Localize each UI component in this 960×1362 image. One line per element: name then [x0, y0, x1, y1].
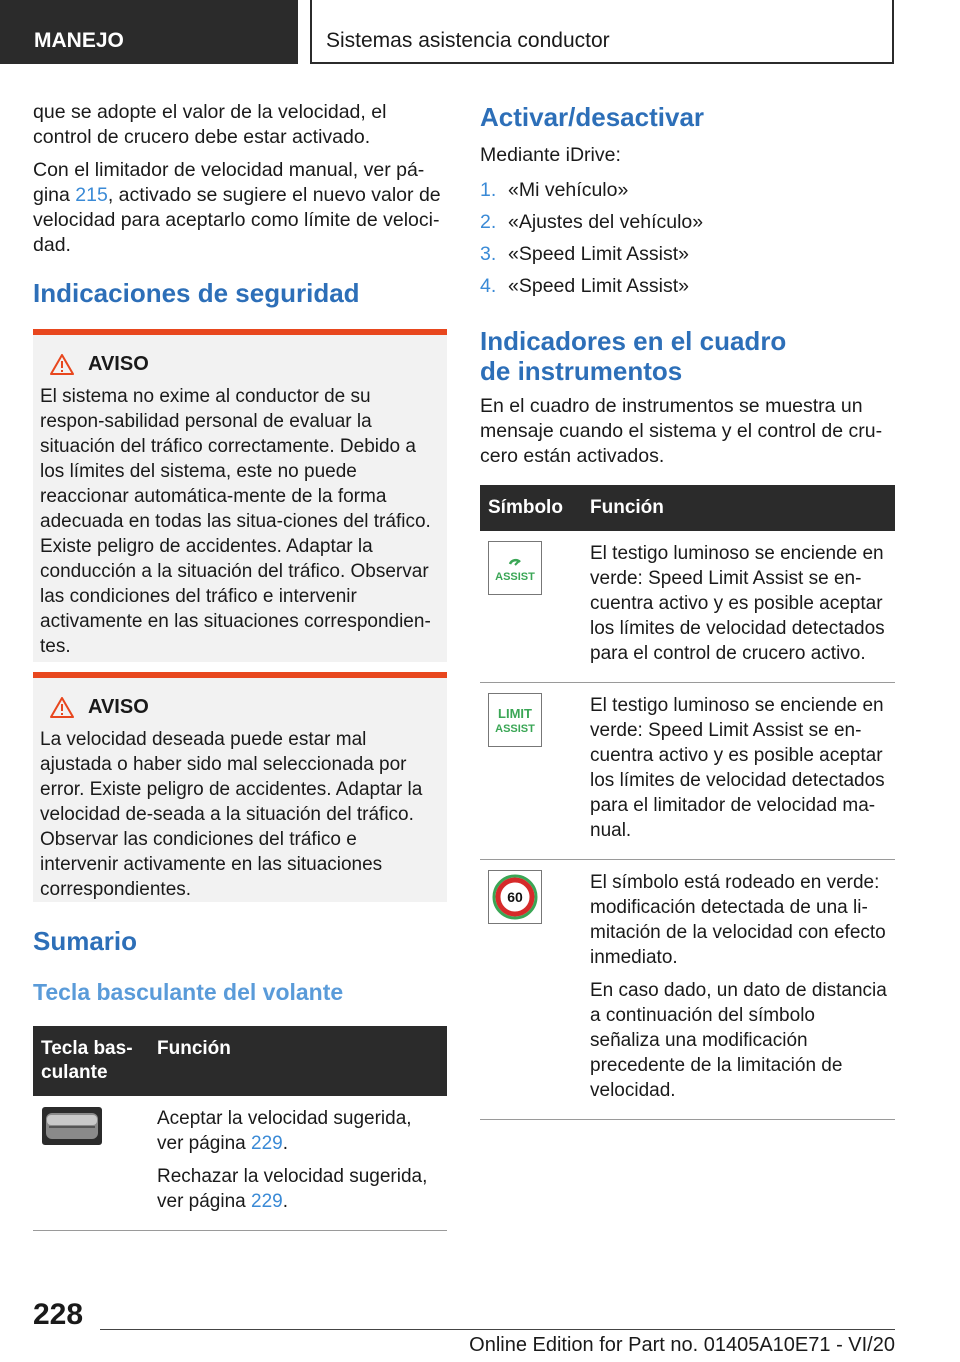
warning-box-1 [33, 329, 447, 662]
list-item [480, 238, 895, 270]
indicators-intro: En el cuadro de instrumentos se muestra un mensaje cuando el sistema y el control de cru-cero están activados. [480, 395, 883, 467]
list-item [480, 174, 895, 206]
step-text: «Speed Limit Assist» [508, 275, 690, 297]
symbol-cell [480, 860, 582, 1120]
indicators-table [480, 485, 895, 1120]
warning-text-2: La velocidad deseada puede estar mal ajustada o haber sido mal seleccionada por error. Existe peligro de accidentes. Adaptar la velocidad de-seada a la situación del tráfico. Observar las condiciones del tráfico e intervenir activamente en las situaciones correspondientes. [40, 729, 423, 900]
step-text: «Ajustes del vehículo» [508, 211, 704, 233]
rocker-heading: Tecla basculante del volante [33, 979, 344, 1005]
indicators-heading-line-1: Indicadores en el cuadro [480, 326, 787, 356]
page-number: 228 [33, 1298, 84, 1331]
page-link-229-reject[interactable]: 229 [251, 1191, 283, 1212]
rocker-col-header-key: Tecla bas-culante [33, 1026, 149, 1096]
activate-heading: Activar/desactivar [480, 102, 705, 132]
header-section-label: MANEJO [34, 29, 124, 52]
step-text: «Mi vehículo» [508, 179, 629, 201]
function-cell [582, 531, 895, 683]
accept-prefix: Aceptar la velocidad sugerida, ver página [157, 1108, 412, 1154]
symbol-cell [480, 531, 582, 683]
header-chapter-label: Sistemas asistencia conductor [326, 29, 610, 52]
speed-limit-value: 60 [507, 889, 523, 905]
warning-box-2 [33, 672, 447, 902]
table-row [480, 683, 895, 860]
intro-paragraph-2 [33, 158, 447, 258]
function-text: El testigo luminoso se enciende en verde: Speed Limit Assist se en-cuentra activo y es posible aceptar los límites de velocidad detectados para el control de crucero activo. [590, 543, 885, 664]
function-cell [582, 860, 895, 1120]
left-column [33, 100, 447, 1231]
table-row [480, 531, 895, 683]
intro-text-a: Con el limitador de velocidad manual, ver pá-gina [33, 159, 425, 206]
assist-icon-label: ASSIST [495, 571, 535, 583]
rocker-col-header-function: Función [149, 1026, 447, 1096]
intro-paragraph-1: que se adopte el valor de la velocidad, el control de crucero debe estar activado. [33, 101, 387, 148]
footer-edition: Online Edition for Part no. 01405A10E71 - VI/20 [469, 1334, 895, 1356]
page-link-229-accept[interactable]: 229 [251, 1133, 283, 1154]
indicators-heading-line-2: de instrumentos [480, 356, 683, 386]
warning-triangle-icon [50, 697, 74, 718]
warning-title-text-2: AVISO [88, 696, 149, 718]
accept-text [157, 1106, 439, 1156]
header-section [0, 0, 298, 64]
assist-indicator-icon [488, 541, 542, 595]
steps-list [480, 174, 895, 302]
table-row [480, 860, 895, 1120]
rocker-function-cell [149, 1096, 447, 1231]
rocker-icon-cell [33, 1096, 149, 1231]
rocker-switch-icon [41, 1106, 103, 1146]
function-text: El testigo luminoso se enciende en verde: Speed Limit Assist se en-cuentra activo y es posible aceptar los límites de velocidad detectados para el limitador de velocidad ma-nual. [590, 695, 885, 841]
header-chapter [310, 0, 894, 64]
limit-assist-indicator-icon [488, 693, 542, 747]
list-item [480, 206, 895, 238]
indicators-table-header [480, 485, 895, 531]
footer-divider [100, 1329, 895, 1330]
step-number: 1. [480, 179, 497, 201]
rocker-table-header [33, 1026, 447, 1096]
right-column [480, 102, 895, 1120]
limit-assist-icon-label: ASSIST [495, 723, 535, 735]
step-number: 2. [480, 211, 497, 233]
warning-title-text-1: AVISO [88, 353, 149, 375]
safety-heading: Indicaciones de seguridad [33, 278, 360, 308]
warning-text-1: El sistema no exime al conductor de su respon-sabilidad personal de evaluar la situación del tráfico correctamente. Debido a los límites del sistema, este no puede reaccionar automática-mente de la forma adecuada en todas las situa-ciones del tráfico. Existe peligro de accidentes. Adaptar la conducción a la situación del tráfico. Observar las condiciones del tráfico e intervenir activamente en las situaciones correspondien-tes. [40, 386, 431, 657]
limit-icon-label: LIMIT [498, 706, 532, 721]
step-text: «Speed Limit Assist» [508, 243, 690, 265]
function-cell [582, 683, 895, 860]
summary-heading: Sumario [33, 926, 138, 956]
warning-title-2 [50, 696, 439, 719]
symbol-col-header: Símbolo [480, 485, 582, 531]
activate-intro: Mediante iDrive: [480, 144, 621, 166]
list-item [480, 270, 895, 302]
page-link-215[interactable]: 215 [75, 184, 108, 206]
reject-suffix: . [282, 1191, 288, 1212]
speed-limit-sign-icon [488, 870, 542, 924]
table-row [33, 1096, 447, 1231]
warning-triangle-icon [50, 354, 74, 375]
accept-suffix: . [282, 1133, 288, 1154]
step-number: 3. [480, 243, 497, 265]
warning-title-1 [50, 353, 439, 376]
reject-prefix: Rechazar la velocidad sugerida, ver página [157, 1166, 428, 1212]
function-text: El símbolo está rodeado en verde: modificación detectada de una li-mitación de la velocidad con efecto inmediato. [590, 872, 886, 968]
function-text-2: En caso dado, un dato de distancia a continuación del símbolo señaliza una modificación precedente de la limitación de velocidad. [590, 980, 887, 1101]
reject-text [157, 1164, 439, 1214]
intro-text-b: , activado se sugiere el nuevo valor de velocidad para aceptarlo como límite de veloci-dad. [33, 184, 441, 256]
function-col-header: Función [582, 485, 895, 531]
rocker-table [33, 1026, 447, 1231]
symbol-cell [480, 683, 582, 860]
step-number: 4. [480, 275, 497, 297]
indicators-heading [480, 326, 895, 386]
